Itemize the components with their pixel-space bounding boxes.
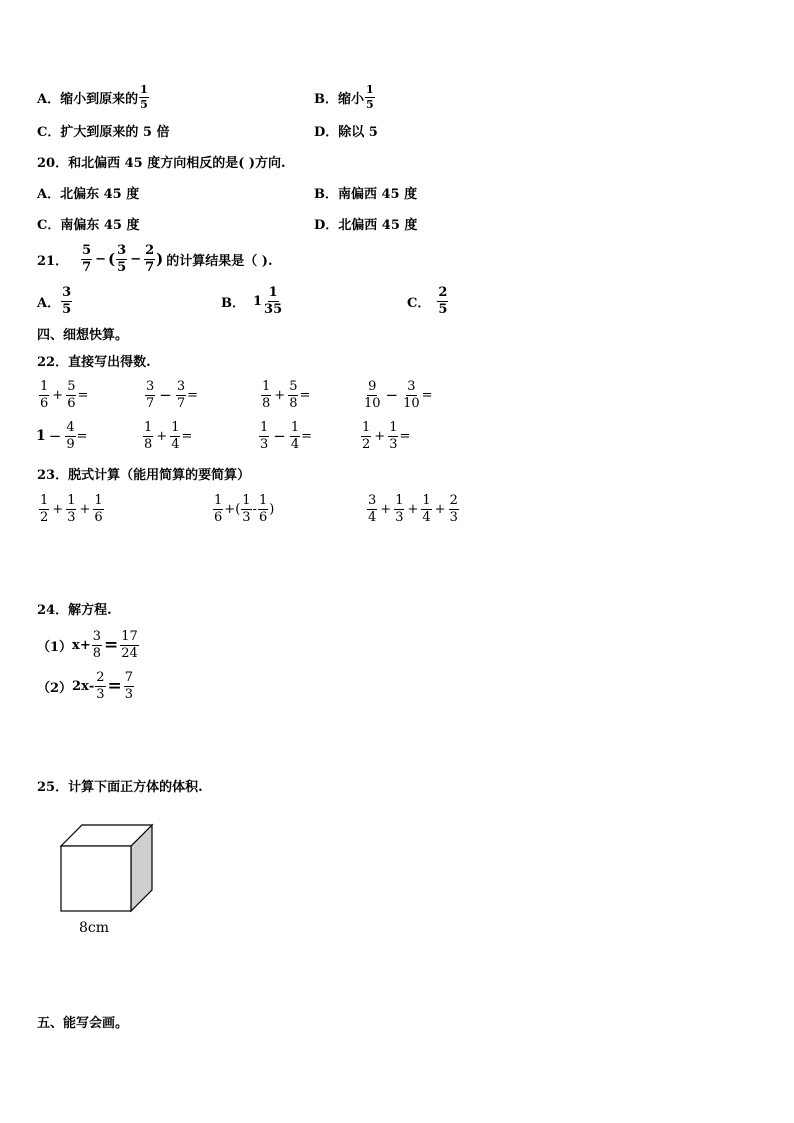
fraction: $\frac{1}{35}$ bbox=[264, 285, 283, 317]
cube-figure bbox=[55, 820, 165, 920]
fraction: $\frac{2}{7}$ bbox=[145, 243, 155, 275]
q22-expression-1: $\frac{1}{6}$ + $\frac{5}{6}$ = bbox=[40, 379, 89, 411]
fraction: $\frac{3}{5}$ bbox=[62, 285, 72, 317]
fraction: $\frac{5}{7}$ bbox=[82, 243, 92, 275]
q23-title: 23．脱式计算（能用简算的要简算） bbox=[37, 468, 251, 483]
cube-front-face bbox=[61, 846, 131, 911]
q24-equation-1: （1） x + $\frac{3}{8}$ = $\frac{17}{24}$ bbox=[37, 629, 138, 661]
q20-option-b: B．南偏西 45 度 bbox=[314, 187, 418, 202]
section-5-title: 五、能写会画。 bbox=[37, 1016, 129, 1031]
fraction: $\frac{1}{5}$ bbox=[366, 83, 374, 111]
q22-expression-8: $\frac{1}{2}$ + $\frac{1}{3}$ = bbox=[362, 420, 411, 452]
q22-expression-7: $\frac{1}{3}$ − $\frac{1}{4}$ = bbox=[260, 420, 313, 452]
q22-expression-5: 1 − $\frac{4}{9}$ = bbox=[36, 420, 88, 452]
q19-option-d: D．除以 5 bbox=[314, 125, 378, 140]
q24-equation-2: （2） 2x - $\frac{2}{3}$ = $\frac{7}{3}$ bbox=[37, 670, 134, 702]
q22-expression-4: $\frac{9}{10}$ − $\frac{3}{10}$ = bbox=[364, 379, 433, 411]
q24-title: 24．解方程. bbox=[37, 603, 112, 618]
fraction: $\frac{2}{5}$ bbox=[438, 285, 448, 317]
q19-option-b: B． 缩小 $\frac{1}{5}$ bbox=[314, 83, 374, 111]
cube-side-length-label: 8cm bbox=[79, 920, 110, 936]
q21-stem: 21． $\frac{5}{7}$ − ( $\frac{3}{5}$ − $\frac{2}{7}$ ) 的计算结果是（ ). bbox=[37, 243, 273, 275]
q22-expression-6: $\frac{1}{8}$ + $\frac{1}{4}$ = bbox=[144, 420, 193, 452]
q22-expression-3: $\frac{1}{8}$ + $\frac{5}{8}$ = bbox=[262, 379, 311, 411]
q21-option-c: C． $\frac{2}{5}$ bbox=[407, 285, 448, 317]
q25-title: 25．计算下面正方体的体积. bbox=[37, 780, 203, 795]
q20-option-d: D．北偏西 45 度 bbox=[314, 218, 418, 233]
q22-expression-2: $\frac{3}{7}$ − $\frac{3}{7}$ = bbox=[146, 379, 199, 411]
q20-option-c: C．南偏东 45 度 bbox=[37, 218, 140, 233]
fraction: $\frac{1}{5}$ bbox=[140, 83, 148, 111]
q21-option-b: B． 1 $\frac{1}{35}$ bbox=[221, 285, 283, 317]
q23-expression-1: $\frac{1}{2}$ + $\frac{1}{3}$ + $\frac{1}{6}$ bbox=[40, 493, 103, 525]
section-4-title: 四、细想快算。 bbox=[37, 328, 129, 343]
q23-expression-2: $\frac{1}{6}$ + ( $\frac{1}{3}$ - $\frac{1}{6}$ ) bbox=[214, 493, 275, 525]
fraction: $\frac{3}{5}$ bbox=[117, 243, 127, 275]
q19-option-a: A． 缩小到原来的 $\frac{1}{5}$ bbox=[37, 83, 148, 111]
q20-option-a: A．北偏东 45 度 bbox=[37, 187, 140, 202]
q23-expression-3: $\frac{3}{4}$ + $\frac{1}{3}$ + $\frac{1}{4}$ + $\frac{2}{3}$ bbox=[368, 493, 458, 525]
q19-option-c: C．扩大到原来的 5 倍 bbox=[37, 125, 170, 140]
q22-title: 22．直接写出得数. bbox=[37, 355, 151, 370]
q21-option-a: A． $\frac{3}{5}$ bbox=[37, 285, 72, 317]
q20-stem: 20．和北偏西 45 度方向相反的是( )方向. bbox=[37, 156, 286, 171]
